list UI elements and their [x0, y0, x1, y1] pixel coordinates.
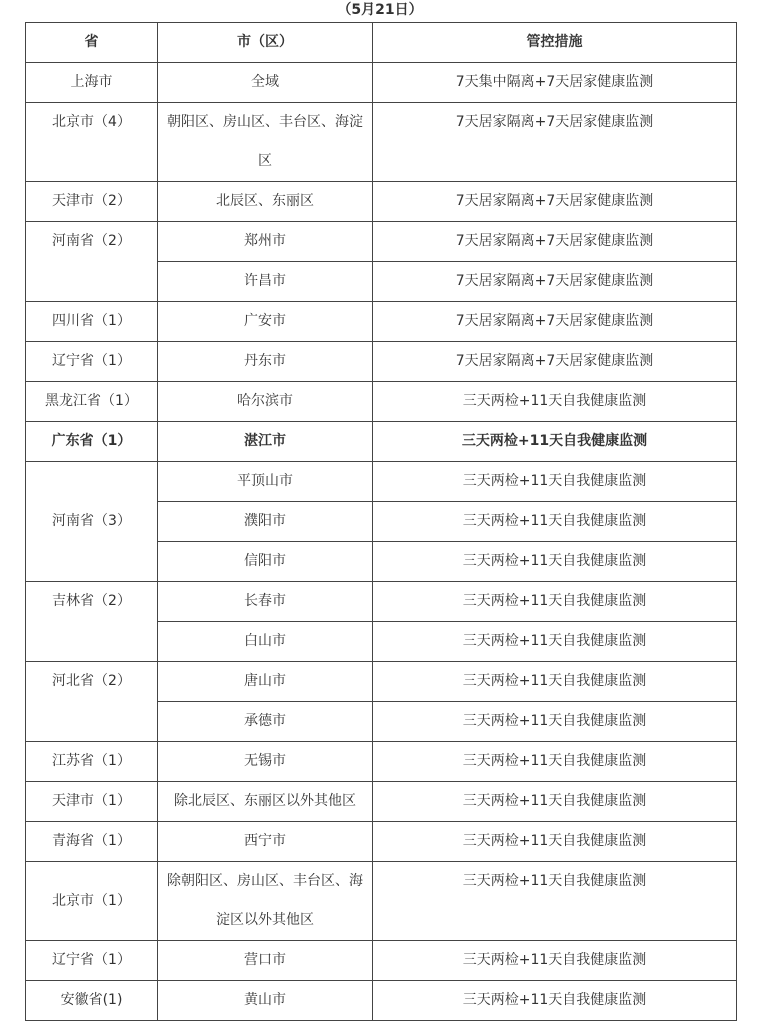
- city-cell: 丹东市: [158, 342, 373, 382]
- province-cell: 江苏省（1）: [26, 742, 158, 782]
- city-cell: 黄山市: [158, 981, 373, 1021]
- measure-cell: 三天两检+11天自我健康监测: [373, 862, 737, 941]
- measure-cell: 三天两检+11天自我健康监测: [373, 742, 737, 782]
- table-row: [26, 981, 737, 1021]
- province-cell: 四川省（1）: [26, 302, 158, 342]
- city-cell: 唐山市: [158, 662, 373, 702]
- measure-cell: 7天居家隔离+7天居家健康监测: [373, 302, 737, 342]
- table-row: [26, 782, 737, 822]
- measure-cell: 三天两检+11天自我健康监测: [373, 662, 737, 702]
- table-row: [26, 742, 737, 782]
- city-cell: 哈尔滨市: [158, 382, 373, 422]
- province-cell: 北京市（1）: [26, 862, 158, 941]
- province-cell: 广东省（1）: [26, 422, 158, 462]
- measure-cell: 7天居家隔离+7天居家健康监测: [373, 222, 737, 262]
- table-row: [26, 462, 737, 502]
- table-row: [26, 862, 737, 941]
- province-cell: 天津市（2）: [26, 182, 158, 222]
- table-row: [26, 302, 737, 342]
- control-measures-table: [25, 22, 737, 1021]
- measure-cell: 三天两检+11天自我健康监测: [373, 462, 737, 502]
- table-row-highlighted: [26, 422, 737, 462]
- city-cell: 除北辰区、东丽区以外其他区: [158, 782, 373, 822]
- measure-cell: 三天两检+11天自我健康监测: [373, 622, 737, 662]
- measure-cell: 三天两检+11天自我健康监测: [373, 981, 737, 1021]
- table-row: [26, 103, 737, 182]
- measure-cell: 7天居家隔离+7天居家健康监测: [373, 103, 737, 182]
- province-cell: 河北省（2）: [26, 662, 158, 742]
- table-caption: （5月21日）: [337, 2, 423, 18]
- measure-cell: 7天居家隔离+7天居家健康监测: [373, 262, 737, 302]
- province-cell: 河南省（3）: [26, 462, 158, 582]
- measure-cell: 三天两检+11天自我健康监测: [373, 782, 737, 822]
- table-header-row: [26, 23, 737, 63]
- measure-cell: 三天两检+11天自我健康监测: [373, 702, 737, 742]
- city-cell: 平顶山市: [158, 462, 373, 502]
- city-cell: 北辰区、东丽区: [158, 182, 373, 222]
- city-cell: 长春市: [158, 582, 373, 622]
- measure-cell: 三天两检+11天自我健康监测: [373, 582, 737, 622]
- measure-cell: 7天居家隔离+7天居家健康监测: [373, 182, 737, 222]
- city-cell: 广安市: [158, 302, 373, 342]
- measure-cell: 三天两检+11天自我健康监测: [373, 542, 737, 582]
- province-cell: 上海市: [26, 63, 158, 103]
- province-cell: 辽宁省（1）: [26, 342, 158, 382]
- measure-cell: 三天两检+11天自我健康监测: [373, 822, 737, 862]
- table-row: [26, 582, 737, 622]
- table-row: [26, 63, 737, 103]
- city-cell: 朝阳区、房山区、丰台区、海淀区: [158, 103, 373, 182]
- province-cell: 天津市（1）: [26, 782, 158, 822]
- table-row: [26, 822, 737, 862]
- city-cell: 信阳市: [158, 542, 373, 582]
- province-cell: 青海省（1）: [26, 822, 158, 862]
- province-cell: 吉林省（2）: [26, 582, 158, 662]
- province-cell: 辽宁省（1）: [26, 941, 158, 981]
- province-cell: 北京市（4）: [26, 103, 158, 182]
- city-cell: 白山市: [158, 622, 373, 662]
- city-cell: 许昌市: [158, 262, 373, 302]
- table-row: [26, 222, 737, 262]
- province-cell: 安徽省(1): [26, 981, 158, 1021]
- table-row: [26, 342, 737, 382]
- city-cell: 郑州市: [158, 222, 373, 262]
- city-cell: 承德市: [158, 702, 373, 742]
- table-row: [26, 941, 737, 981]
- measure-cell: 三天两检+11天自我健康监测: [373, 941, 737, 981]
- city-cell: 湛江市: [158, 422, 373, 462]
- city-cell: 除朝阳区、房山区、丰台区、海淀区以外其他区: [158, 862, 373, 941]
- measure-cell: 7天集中隔离+7天居家健康监测: [373, 63, 737, 103]
- city-cell: 无锡市: [158, 742, 373, 782]
- table-row: [26, 662, 737, 702]
- table-row: [26, 182, 737, 222]
- measure-cell: 三天两检+11天自我健康监测: [373, 502, 737, 542]
- header-city: 市（区）: [158, 23, 373, 63]
- city-cell: 濮阳市: [158, 502, 373, 542]
- city-cell: 全域: [158, 63, 373, 103]
- measure-cell: 7天居家隔离+7天居家健康监测: [373, 342, 737, 382]
- measure-cell: 三天两检+11天自我健康监测: [373, 382, 737, 422]
- city-cell: 营口市: [158, 941, 373, 981]
- header-measure: 管控措施: [373, 23, 737, 63]
- province-cell: 黑龙江省（1）: [26, 382, 158, 422]
- table-row: [26, 382, 737, 422]
- measure-cell: 三天两检+11天自我健康监测: [373, 422, 737, 462]
- city-cell: 西宁市: [158, 822, 373, 862]
- header-province: 省: [26, 23, 158, 63]
- province-cell: 河南省（2）: [26, 222, 158, 302]
